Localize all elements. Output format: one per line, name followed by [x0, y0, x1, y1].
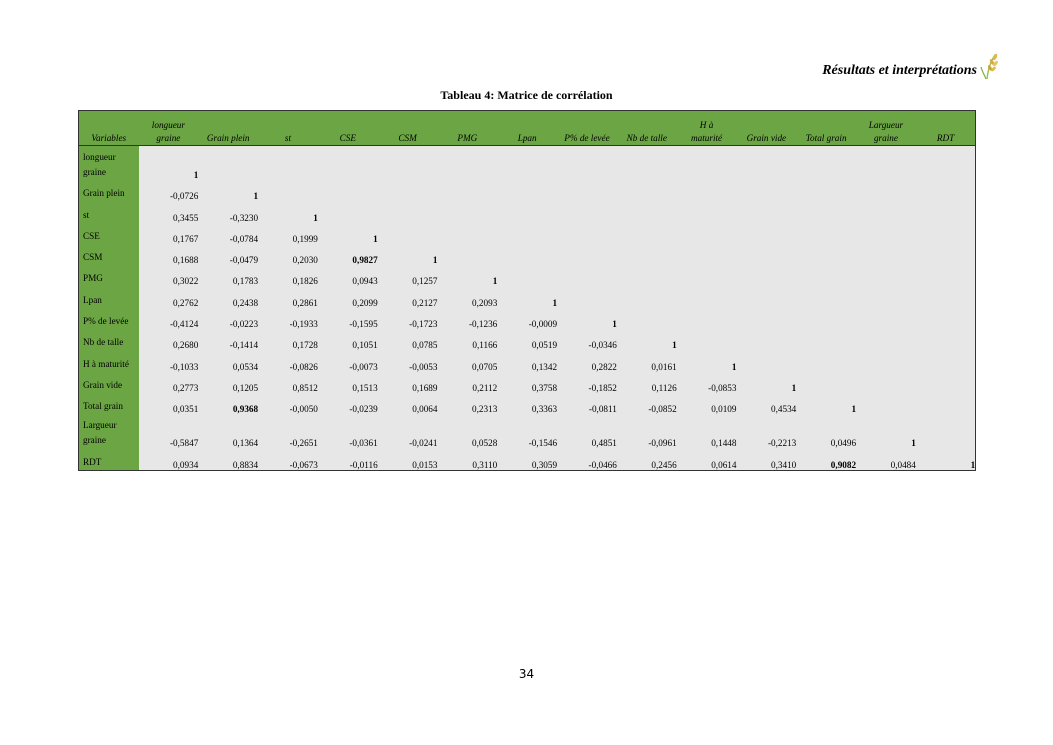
table-cell: 0,2127 [378, 286, 438, 307]
table-cell [258, 146, 318, 181]
table-cell: -0,1933 [258, 308, 318, 329]
table-row [79, 286, 976, 307]
row-label-line: graine [83, 435, 106, 446]
table-cell [736, 146, 796, 181]
table-row [79, 146, 976, 181]
table-cell: -0,0466 [557, 448, 617, 470]
row-label [79, 350, 139, 371]
table-header-row [79, 111, 976, 146]
table-cell: 0,8834 [198, 448, 258, 470]
page-header [822, 52, 999, 80]
table-cell [617, 223, 677, 244]
table-cell: -0,0673 [258, 448, 318, 470]
table-cell [617, 286, 677, 307]
table-cell [856, 146, 916, 181]
row-label [79, 329, 139, 350]
table-cell: 0,0153 [378, 448, 438, 470]
column-header [677, 111, 737, 146]
table-cell: -0,2651 [258, 414, 318, 448]
table-cell: 1 [318, 223, 378, 244]
table-cell [796, 180, 856, 201]
column-header [198, 111, 258, 146]
column-header-line [198, 119, 258, 132]
table-cell [258, 180, 318, 201]
column-header [258, 111, 318, 146]
row-label [79, 414, 139, 448]
table-cell: 0,3059 [497, 448, 557, 470]
table-cell: -0,1033 [139, 350, 199, 371]
table-cell [736, 180, 796, 201]
table-cell [617, 265, 677, 286]
table-cell: -0,0239 [318, 393, 378, 414]
table-cell [916, 146, 976, 181]
table-cell [677, 180, 737, 201]
table-cell [916, 308, 976, 329]
row-label-line: graine [83, 167, 106, 177]
column-header [856, 111, 916, 146]
table-cell [198, 146, 258, 181]
column-header-line [378, 119, 438, 132]
table-cell: 0,1205 [198, 372, 258, 393]
table-cell: 0,9827 [318, 244, 378, 265]
table-cell [378, 180, 438, 201]
table-cell: -0,1852 [557, 372, 617, 393]
table-cell [736, 223, 796, 244]
row-label [79, 244, 139, 265]
table-cell [796, 244, 856, 265]
table-cell [677, 223, 737, 244]
table-cell: 0,1257 [378, 265, 438, 286]
column-header-line: P% de levée [564, 133, 610, 143]
column-header [736, 111, 796, 146]
table-cell [796, 286, 856, 307]
row-label-line: Nb de talle [83, 337, 124, 348]
table-cell: 0,2861 [258, 286, 318, 307]
table-cell: -0,0116 [318, 448, 378, 470]
table-cell: 0,1342 [497, 350, 557, 371]
table-cell: -0,2213 [736, 414, 796, 448]
table-cell [318, 146, 378, 181]
table-cell: 0,4534 [736, 393, 796, 414]
table-cell: 0,3363 [497, 393, 557, 414]
column-header-line: st [284, 133, 292, 143]
row-label-line: H à maturité [83, 358, 129, 369]
table-cell [497, 265, 557, 286]
column-header-line [318, 119, 378, 132]
table-cell: -0,0826 [258, 350, 318, 371]
correlation-matrix-table [78, 110, 976, 471]
page-number: 34 [518, 667, 535, 681]
table-cell: -0,5847 [139, 414, 199, 448]
column-header [916, 111, 976, 146]
row-label-line: CSM [83, 252, 103, 263]
row-label-line: Total grain [83, 401, 123, 412]
table-cell: 0,0785 [378, 329, 438, 350]
row-label-line: st [83, 209, 90, 220]
table-cell: -0,0050 [258, 393, 318, 414]
table-cell: 0,0519 [497, 329, 557, 350]
column-header-line: Grain vide [746, 133, 787, 143]
row-label [79, 180, 139, 201]
table-cell [856, 393, 916, 414]
table-cell [557, 286, 617, 307]
table-cell: 1 [557, 308, 617, 329]
table-cell: 0,2822 [557, 350, 617, 371]
table-cell: 0,0161 [617, 350, 677, 371]
row-label-line: P% de levée [83, 316, 129, 327]
table-cell: -0,1546 [497, 414, 557, 448]
column-header-line [916, 119, 975, 132]
table-cell: 0,2762 [139, 286, 199, 307]
column-header-line [437, 119, 497, 132]
table-cell: -0,0784 [198, 223, 258, 244]
table-cell [796, 372, 856, 393]
table-row [79, 180, 976, 201]
table-cell [557, 146, 617, 181]
row-label [79, 223, 139, 244]
table-cell: 0,8512 [258, 372, 318, 393]
table-cell: 0,1051 [318, 329, 378, 350]
column-header-line: RDT [936, 133, 955, 143]
table-cell [437, 244, 497, 265]
table-cell: 0,9082 [796, 448, 856, 470]
table-cell [497, 180, 557, 201]
table-title: Tableau 4: Matrice de corrélation [440, 88, 613, 102]
column-header-line [258, 119, 318, 132]
table-cell: -0,4124 [139, 308, 199, 329]
table-cell: -0,0346 [557, 329, 617, 350]
column-header [617, 111, 677, 146]
table-cell [736, 265, 796, 286]
table-cell: 0,3022 [139, 265, 199, 286]
row-label-line: Largueur [83, 420, 117, 431]
column-header-line: Total grain [805, 133, 847, 143]
table-cell [916, 265, 976, 286]
row-label [79, 372, 139, 393]
table-cell [856, 180, 916, 201]
table-cell: 0,0351 [139, 393, 199, 414]
table-cell: -0,0241 [378, 414, 438, 448]
table-cell [796, 223, 856, 244]
table-cell: -0,0073 [318, 350, 378, 371]
row-label [79, 201, 139, 222]
table-cell [916, 350, 976, 371]
table-cell: -0,0053 [378, 350, 438, 371]
table-cell: 0,1826 [258, 265, 318, 286]
table-cell [437, 223, 497, 244]
table-cell: 1 [437, 265, 497, 286]
section-title: Résultats et interprétations [822, 63, 977, 78]
row-label [79, 448, 139, 470]
table-cell: 0,2099 [318, 286, 378, 307]
table-cell [736, 286, 796, 307]
table-cell [318, 201, 378, 222]
table-cell: 0,0534 [198, 350, 258, 371]
table-cell [497, 146, 557, 181]
table-cell: 0,1513 [318, 372, 378, 393]
table-cell: 1 [378, 244, 438, 265]
table-cell: 0,0528 [437, 414, 497, 448]
table-cell [736, 329, 796, 350]
wheat-sprig-icon [979, 52, 999, 80]
table-cell [916, 223, 976, 244]
table-cell: 1 [258, 201, 318, 222]
table-cell: 0,1783 [198, 265, 258, 286]
table-cell [378, 223, 438, 244]
table-cell [796, 308, 856, 329]
table-cell [497, 201, 557, 222]
table-cell [378, 146, 438, 181]
row-label [79, 146, 139, 181]
table-cell [796, 350, 856, 371]
table-cell [736, 244, 796, 265]
table-cell: -0,1236 [437, 308, 497, 329]
row-label-line: RDT [83, 456, 102, 467]
table-cell: 0,0934 [139, 448, 199, 470]
table-cell: 1 [796, 393, 856, 414]
table-row [79, 329, 976, 350]
table-cell [617, 146, 677, 181]
table-cell: 0,0484 [856, 448, 916, 470]
table-cell [617, 180, 677, 201]
table-cell: 0,0614 [677, 448, 737, 470]
table-cell: 1 [856, 414, 916, 448]
table-body [79, 146, 976, 471]
table-cell [736, 201, 796, 222]
table-cell: 0,0109 [677, 393, 737, 414]
table-cell [916, 372, 976, 393]
table-cell: -0,0853 [677, 372, 737, 393]
column-header [318, 111, 378, 146]
table-cell: 0,0943 [318, 265, 378, 286]
table-cell: -0,3230 [198, 201, 258, 222]
table-cell: 0,1689 [378, 372, 438, 393]
table-cell: 1 [916, 448, 976, 470]
table-cell [677, 146, 737, 181]
column-header-line [796, 119, 856, 132]
table-cell: -0,0811 [557, 393, 617, 414]
table-cell: 0,1728 [258, 329, 318, 350]
table-cell: -0,1723 [378, 308, 438, 329]
column-header-line: Largueur [868, 120, 904, 130]
table-cell [677, 265, 737, 286]
row-label-line: CSE [83, 230, 100, 241]
table-cell [916, 393, 976, 414]
column-header-line [557, 119, 617, 132]
column-header-variables: Variables [79, 111, 139, 146]
table-cell: 1 [617, 329, 677, 350]
table-cell [677, 329, 737, 350]
column-header [437, 111, 497, 146]
table-cell [796, 201, 856, 222]
column-header [557, 111, 617, 146]
table-cell [856, 350, 916, 371]
table-row [79, 308, 976, 329]
table-cell: 0,3758 [497, 372, 557, 393]
table-cell [856, 329, 916, 350]
table-cell: -0,0852 [617, 393, 677, 414]
table-cell: 0,3455 [139, 201, 199, 222]
table-cell [437, 180, 497, 201]
table-row [79, 223, 976, 244]
column-header-line: Lpan [517, 133, 537, 143]
column-header-line: longueur [151, 120, 185, 130]
column-header-line: maturité [691, 133, 723, 143]
table-cell: 1 [677, 350, 737, 371]
table-row [79, 414, 976, 448]
table-cell [856, 372, 916, 393]
table-cell [916, 244, 976, 265]
table-cell: 0,1126 [617, 372, 677, 393]
column-header [139, 111, 199, 146]
row-label-line: Grain vide [83, 379, 123, 390]
table-cell [557, 244, 617, 265]
table-cell: 1 [139, 146, 199, 181]
table-cell [437, 146, 497, 181]
table-cell: 0,2456 [617, 448, 677, 470]
table-cell: 0,2030 [258, 244, 318, 265]
table-cell [916, 180, 976, 201]
table-cell: -0,0361 [318, 414, 378, 448]
table-cell: -0,1414 [198, 329, 258, 350]
row-label-line: longueur [83, 152, 116, 162]
table-cell: 0,1166 [437, 329, 497, 350]
table-cell: 1 [736, 372, 796, 393]
table-cell [677, 308, 737, 329]
table-cell: 0,3410 [736, 448, 796, 470]
table-cell [736, 308, 796, 329]
table-cell: -0,0009 [497, 308, 557, 329]
column-header-line: Grain plein [206, 133, 250, 143]
table-cell: 0,4851 [557, 414, 617, 448]
table-cell: 0,1448 [677, 414, 737, 448]
table-cell [497, 244, 557, 265]
table-row [79, 448, 976, 470]
row-label [79, 393, 139, 414]
table-cell: 0,2438 [198, 286, 258, 307]
table-cell [916, 286, 976, 307]
column-header-line [617, 119, 677, 132]
table-cell: 1 [198, 180, 258, 201]
table-row [79, 201, 976, 222]
table-cell [856, 223, 916, 244]
column-header-line [497, 119, 557, 132]
column-header-line: PMG [457, 133, 478, 143]
row-label [79, 308, 139, 329]
table-cell [617, 201, 677, 222]
table-cell [497, 223, 557, 244]
table-row [79, 393, 976, 414]
table-cell: 0,2313 [437, 393, 497, 414]
table-cell [557, 180, 617, 201]
row-label-line: PMG [83, 273, 103, 284]
column-header-line: graine [873, 133, 898, 143]
table-row [79, 244, 976, 265]
table-cell [677, 286, 737, 307]
table-cell: 0,0064 [378, 393, 438, 414]
table-cell: 1 [497, 286, 557, 307]
column-header-line: CSM [398, 133, 417, 143]
table-cell: -0,0479 [198, 244, 258, 265]
column-header-line: CSE [339, 133, 356, 143]
column-header-line [736, 119, 796, 132]
column-header-line: graine [156, 133, 181, 143]
table-cell [796, 329, 856, 350]
table-cell [796, 265, 856, 286]
table-cell: 0,1688 [139, 244, 199, 265]
table-cell [916, 414, 976, 448]
table-cell: 0,2093 [437, 286, 497, 307]
table-cell [916, 329, 976, 350]
table-cell: 0,2112 [437, 372, 497, 393]
table-cell [856, 244, 916, 265]
row-label [79, 286, 139, 307]
table-cell [916, 201, 976, 222]
table-cell [437, 201, 497, 222]
table-cell: 0,3110 [437, 448, 497, 470]
column-header [378, 111, 438, 146]
table-cell [617, 244, 677, 265]
table-cell: 0,0496 [796, 414, 856, 448]
table-cell [378, 201, 438, 222]
table-cell [557, 223, 617, 244]
table-cell: 0,2773 [139, 372, 199, 393]
table-cell: -0,0961 [617, 414, 677, 448]
table-cell [736, 350, 796, 371]
row-label-line: Lpan [83, 294, 102, 305]
column-header-line: H à [699, 120, 714, 130]
table-cell [856, 265, 916, 286]
column-header [497, 111, 557, 146]
table-cell: 0,9368 [198, 393, 258, 414]
table-cell: -0,0223 [198, 308, 258, 329]
table-row [79, 372, 976, 393]
table-cell [557, 265, 617, 286]
table-cell [856, 201, 916, 222]
table-cell: -0,0726 [139, 180, 199, 201]
table-cell [677, 244, 737, 265]
table-cell: -0,1595 [318, 308, 378, 329]
column-header-line: Nb de talle [626, 133, 667, 143]
table-cell: 0,2680 [139, 329, 199, 350]
column-header [796, 111, 856, 146]
table-cell [318, 180, 378, 201]
table-cell: 0,1767 [139, 223, 199, 244]
table-cell [677, 201, 737, 222]
table-cell: 0,1999 [258, 223, 318, 244]
table-cell [856, 286, 916, 307]
row-label-line: Grain plein [83, 188, 125, 199]
table-cell [856, 308, 916, 329]
table-cell [796, 146, 856, 181]
table-row [79, 350, 976, 371]
table-cell: 0,1364 [198, 414, 258, 448]
table-row [79, 265, 976, 286]
table-cell [617, 308, 677, 329]
table-cell: 0,0705 [437, 350, 497, 371]
table-cell [557, 201, 617, 222]
row-label [79, 265, 139, 286]
